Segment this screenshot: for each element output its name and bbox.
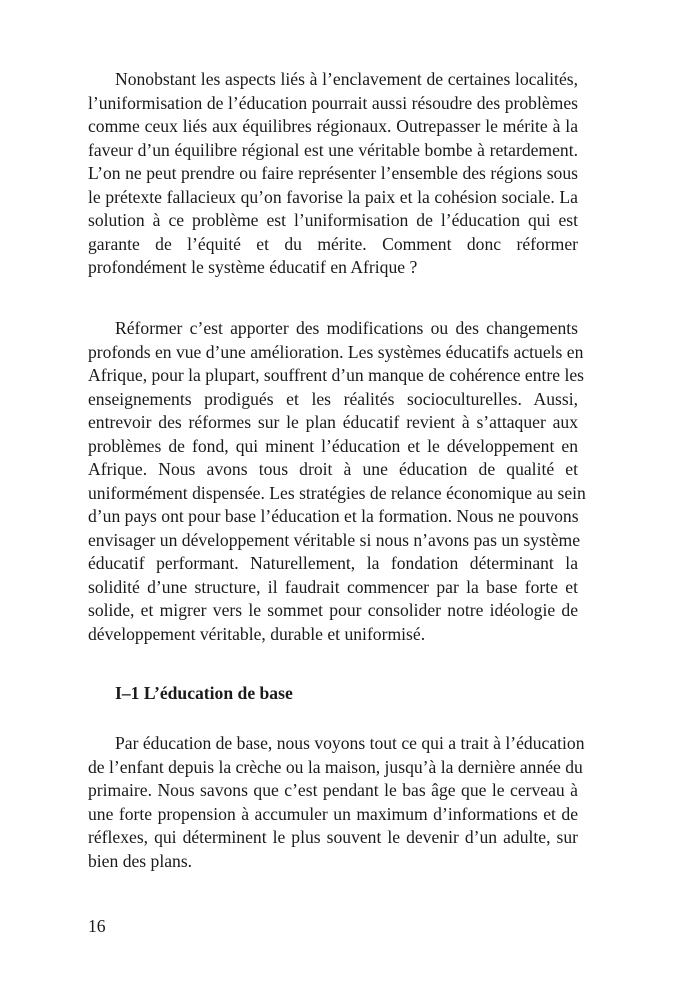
text-line: bien des plans. bbox=[88, 850, 193, 871]
text-line: garante de l’équité et du mérite. Comment donc réformer bbox=[88, 233, 578, 254]
text-line: d’un pays ont pour base l’éducation et la formation. Nous ne pouvons bbox=[88, 506, 579, 526]
text-line: profondément le système éducatif en Afrique ? bbox=[88, 257, 418, 277]
text-line: entrevoir des réformes sur le plan éducatif revient à s’attaquer aux bbox=[88, 412, 578, 432]
text-line: primaire. Nous savons que c’est pendant le bas âge que le cerveau à bbox=[88, 780, 578, 800]
paragraph-3 bbox=[88, 732, 585, 873]
text-line: Afrique, pour la plupart, souffrent d’un manque de cohérence entre les bbox=[88, 365, 585, 385]
text-line: une forte propension à accumuler un maximum d’informations et de bbox=[88, 803, 578, 824]
text-line: Réformer c’est apporter des modifications ou des changements bbox=[115, 318, 578, 338]
text-line: le prétexte fallacieux qu’on favorise la paix et la cohésion sociale. La bbox=[88, 186, 578, 207]
text-line: envisager un développement véritable si nous n’avons pas un système bbox=[88, 529, 581, 550]
text-line: éducatif performant. Naturellement, la fondation déterminant la bbox=[88, 553, 578, 573]
text-line: l’uniformisation de l’éducation pourrait aussi résoudre des problèmes bbox=[88, 92, 578, 113]
text-line: uniformément dispensée. Les stratégies de relance économique au sein bbox=[88, 482, 586, 503]
paragraph-1 bbox=[88, 68, 578, 280]
page-number: 16 bbox=[88, 916, 106, 936]
text-line: solide, et migrer vers le sommet pour consolider notre idéologie de bbox=[88, 600, 578, 620]
text-line: enseignements prodigués et les réalités socioculturelles. Aussi, bbox=[88, 388, 578, 409]
text-line: L’on ne peut prendre ou faire représenter l’ensemble des régions sous bbox=[88, 163, 578, 183]
section-heading: I–1 L’éducation de base bbox=[115, 683, 293, 703]
text-line: solution à ce problème est l’uniformisation de l’éducation qui est bbox=[88, 210, 578, 230]
text-line: solidité d’une structure, il faudrait commencer par la base forte et bbox=[88, 576, 578, 597]
text-line: comme ceux liés aux équilibres régionaux. Outrepasser le mérite à la bbox=[88, 116, 578, 136]
text-line: réflexes, qui déterminent le plus souvent le devenir d’un adulte, sur bbox=[88, 827, 578, 847]
text-line: faveur d’un équilibre régional est une véritable bombe à retardement. bbox=[88, 139, 578, 160]
text-line: Nonobstant les aspects liés à l’enclavement de certaines localités, bbox=[115, 69, 578, 89]
text-line: développement véritable, durable et uniformisé. bbox=[88, 623, 426, 644]
text-line: de l’enfant depuis la crèche ou la maison, jusqu’à la dernière année du bbox=[88, 756, 583, 777]
text-line: Afrique. Nous avons tous droit à une éducation de qualité et bbox=[88, 459, 578, 479]
paragraph-2 bbox=[88, 317, 586, 646]
text-line: profonds en vue d’une amélioration. Les systèmes éducatifs actuels en bbox=[88, 341, 584, 362]
text-line: Par éducation de base, nous voyons tout ce qui a trait à l’éducation bbox=[115, 733, 585, 753]
text-line: problèmes de fond, qui minent l’éducation et le développement en bbox=[88, 435, 578, 456]
